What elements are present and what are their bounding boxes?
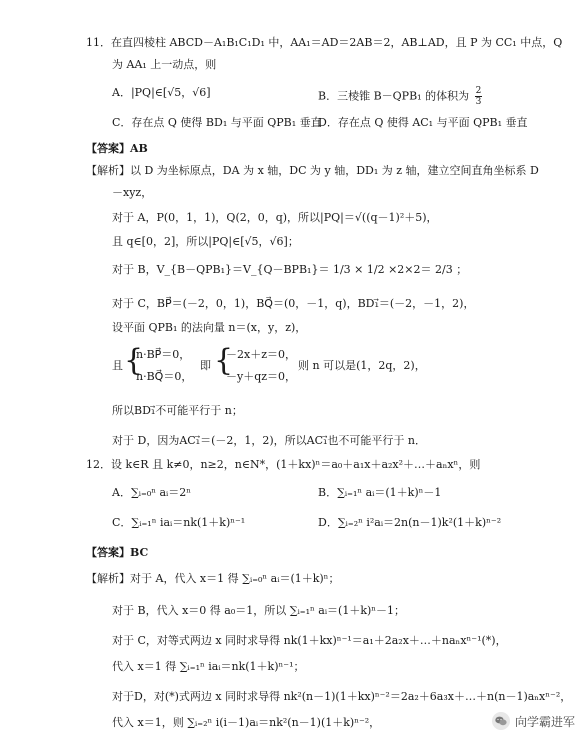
q11-analysis-b: 对于 B，V_{B－QPB₁}＝V_{Q－BPB₁}＝ 1/3 × 1/2 ×2×2＝ 2/3 ； xyxy=(112,263,468,276)
q12-answer: 【答案】BC xyxy=(86,546,149,559)
q12-option-b: B．∑ᵢ₌₁ⁿ aᵢ＝(1＋k)ⁿ－1 xyxy=(318,486,442,499)
watermark xyxy=(492,710,575,732)
q12-analysis-a: 【解析】对于 A，代入 x＝1 得 ∑ᵢ₌₀ⁿ aᵢ＝(1＋k)ⁿ； xyxy=(86,572,340,585)
left-brace-1: { xyxy=(124,343,144,378)
q12-analysis-d1: 对于D，对(*)式两边 x 同时求导得 nk²(n－1)(1＋kx)ⁿ⁻²＝2a₂＋6a₃x＋…＋n(n－1)aₙxⁿ⁻²， xyxy=(112,690,572,703)
system-row2: n·BQ⃗＝0， xyxy=(136,370,193,383)
q11-analysis-d: 对于 D，因为AC₁⃗＝(－2，1，2)，所以AC₁⃗也不可能平行于 n． xyxy=(112,434,427,447)
q11-option-a: A．|PQ|∈[√5，√6] xyxy=(112,86,211,99)
q11-analysis-c2: 设平面 QPB₁ 的法向量 n＝(x，y，z)， xyxy=(112,321,307,334)
q11-analysis-c3: 所以BD₁⃗不可能平行于 n； xyxy=(112,404,243,417)
q11-analysis-a1: 对于 A，P(0，1，1)，Q(2，0，q)，所以|PQ|＝√((q－1)²＋5)， xyxy=(112,211,438,224)
q12-analysis-d2: 代入 x＝1，则 ∑ᵢ₌₂ⁿ i(i－1)aᵢ＝nk²(n－1)(1＋k)ⁿ⁻²， xyxy=(112,716,381,729)
q11-stem-line1: 11．在直四棱柱 ABCD－A₁B₁C₁D₁ 中，AA₁＝AD＝2AB＝2，AB⊥AD，且 P 为 CC₁ 中点，Q xyxy=(86,36,563,49)
wechat-icon xyxy=(492,712,510,730)
q11-analysis-c1: 对于 C，BP⃗＝(－2，0，1)，BQ⃗＝(0，－1，q)，BD₁⃗＝(－2，－1，2)， xyxy=(112,297,475,310)
q12-option-d: D．∑ᵢ₌₂ⁿ i²aᵢ＝2n(n－1)k²(1＋k)ⁿ⁻² xyxy=(318,516,502,529)
q12-analysis-c2: 代入 x＝1 得 ∑ᵢ₌₁ⁿ iaᵢ＝nk(1＋k)ⁿ⁻¹； xyxy=(112,660,305,673)
fraction-numerator: 2 xyxy=(475,86,482,96)
q12-option-a: A．∑ᵢ₌₀ⁿ aᵢ＝2ⁿ xyxy=(112,486,192,499)
q11-analysis-a2: 且 q∈[0，2]，所以|PQ|∈[√5，√6]； xyxy=(112,235,299,248)
system-prefix: 且 xyxy=(112,359,123,372)
q11-option-b xyxy=(318,86,482,107)
q12-analysis-b: 对于 B，代入 x＝0 得 a₀＝1，所以 ∑ᵢ₌₁ⁿ aᵢ＝(1＋k)ⁿ－1； xyxy=(112,604,406,617)
system-mid: 即 xyxy=(200,359,211,372)
q11-stem-line2: 为 AA₁ 上一动点，则 xyxy=(112,58,217,71)
q11-option-b-fraction xyxy=(475,86,483,107)
q11-option-c: C．存在点 Q 使得 BD₁ 与平面 QPB₁ 垂直 xyxy=(112,116,322,129)
q11-answer: 【答案】AB xyxy=(86,142,148,155)
q12-option-c: C．∑ᵢ₌₁ⁿ iaᵢ＝nk(1＋k)ⁿ⁻¹ xyxy=(112,516,246,529)
left-brace-2: { xyxy=(214,343,234,378)
q11-option-d: D．存在点 Q 使得 AC₁ 与平面 QPB₁ 垂直 xyxy=(318,116,528,129)
q12-analysis-c1: 对于 C，对等式两边 x 同时求导得 nk(1＋kx)ⁿ⁻¹＝a₁＋2a₂x＋…＋naₙxⁿ⁻¹(*)， xyxy=(112,634,507,647)
system-row4: －y＋qz＝0， xyxy=(226,370,297,383)
q11-analysis-line1: 【解析】以 D 为坐标原点，DA 为 x 轴，DC 为 y 轴，DD₁ 为 z 轴，建立空间直角坐标系 D xyxy=(86,164,539,177)
q12-stem: 12．设 k∈R 且 k≠0，n≥2，n∈N*，(1＋kx)ⁿ＝a₀＋a₁x＋a₂x²＋…＋aₙxⁿ，则 xyxy=(86,458,481,471)
q11-analysis-line2: －xyz， xyxy=(112,186,153,199)
q11-option-b-text: B．三棱锥 B－QPB₁ 的体积为 xyxy=(318,89,470,103)
system-row1: n·BP⃗＝0， xyxy=(136,348,191,361)
watermark-text: 向学霸进军 xyxy=(514,714,575,729)
fraction-denominator: 3 xyxy=(475,97,482,107)
system-row3: －2x＋z＝0， xyxy=(226,348,296,361)
system-suffix: 则 n 可以是(1，2q，2)， xyxy=(298,359,426,372)
